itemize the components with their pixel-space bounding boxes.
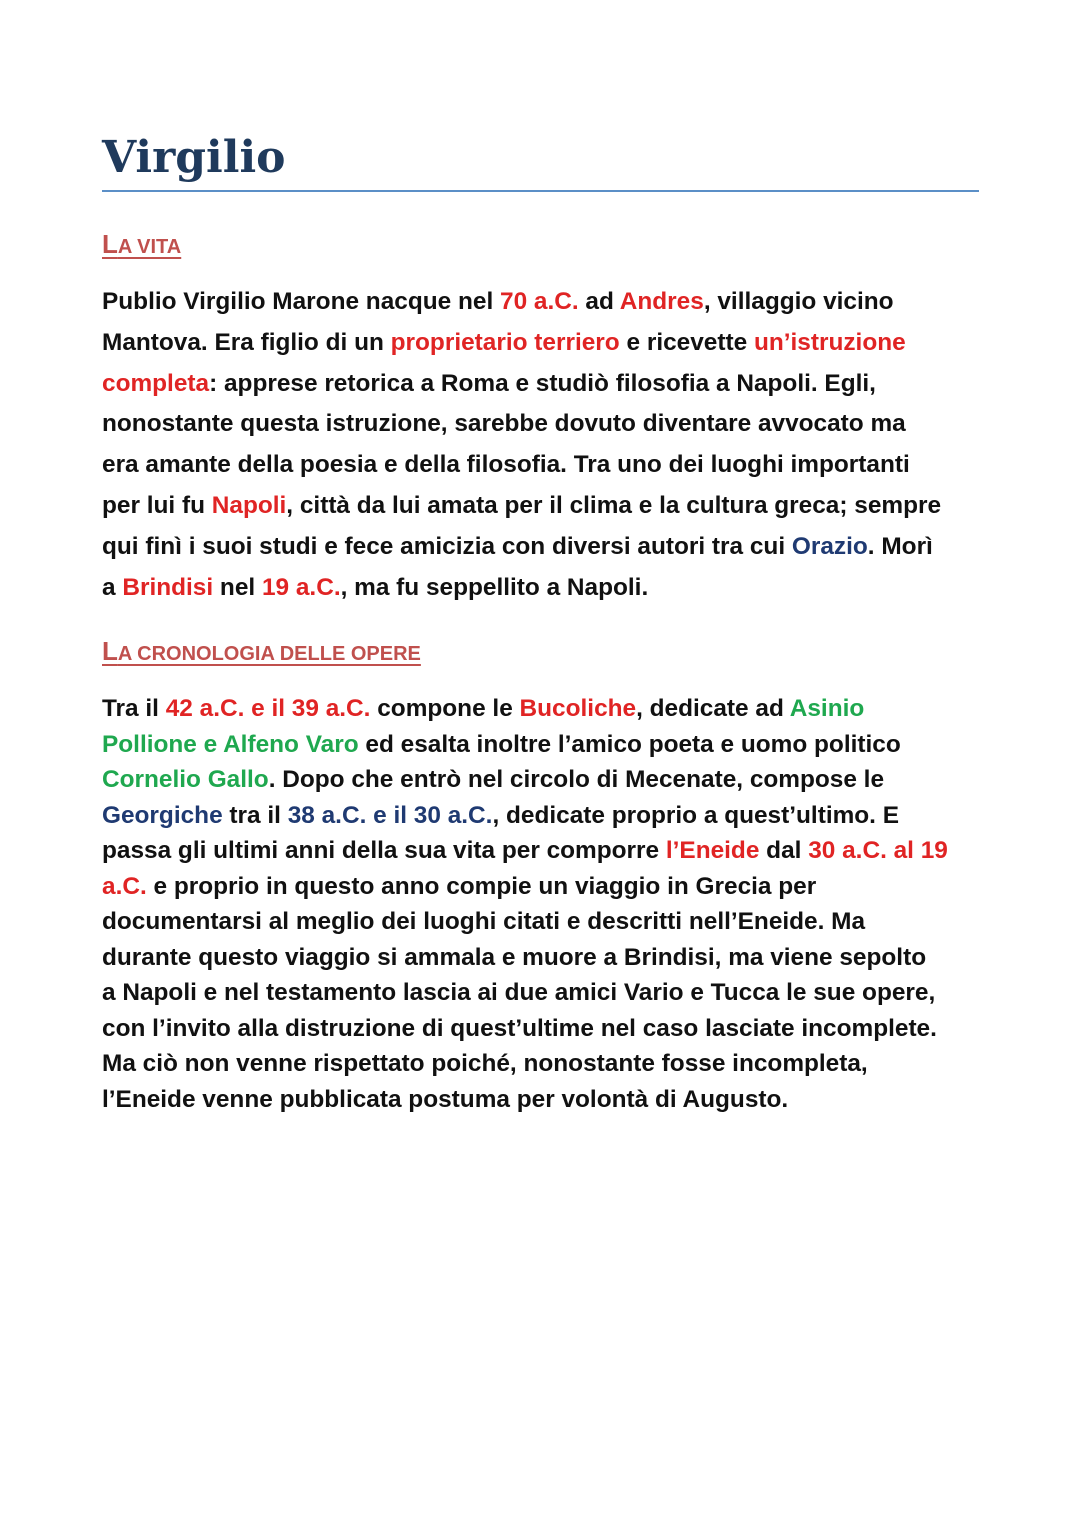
- text-run: qui finì i suoi studi e fece amicizia con diversi autori tra cui: [102, 532, 792, 560]
- text-run: , città da lui amata per il clima e la cultura greca; sempre: [286, 491, 942, 519]
- text-line: [102, 904, 1002, 940]
- text-line: [102, 1011, 1002, 1047]
- highlighted-term: 38 a.C. e il 30 a.C.: [287, 801, 493, 829]
- text-line: [102, 833, 1002, 869]
- highlighted-term: Andres: [619, 288, 704, 315]
- text-line: [102, 568, 1002, 609]
- text-run: Tra il: [102, 695, 166, 722]
- text-line: [102, 1046, 1002, 1082]
- text-run: durante questo viaggio si ammala e muore a Brindisi, ma viene sepolto: [102, 943, 927, 971]
- text-line: [102, 445, 1002, 486]
- text-run: Ma ciò non venne rispettato poiché, nonostante fosse incompleta,: [102, 1050, 868, 1077]
- text-run: ad: [578, 288, 620, 315]
- highlighted-term: 19 a.C.: [261, 573, 341, 601]
- text-run: l’Eneide venne pubblicata postuma per volontà di Augusto.: [102, 1085, 789, 1113]
- text-line: [102, 869, 1002, 905]
- highlighted-term: Orazio: [791, 532, 868, 560]
- text-run: . Morì: [867, 532, 933, 560]
- text-run: Publio Virgilio Marone nacque nel: [102, 288, 500, 315]
- text-line: [102, 798, 1002, 834]
- highlighted-term: Pollione e Alfeno Varo: [102, 730, 359, 758]
- highlighted-term: 42 a.C. e il 39 a.C.: [165, 695, 371, 722]
- text-run: , dedicate proprio a quest’ultimo. E: [492, 801, 900, 829]
- text-line: [102, 404, 1002, 445]
- highlighted-term: Georgiche: [102, 801, 223, 829]
- text-run: tra il: [222, 801, 288, 829]
- text-run: con l’invito alla distruzione di quest’ultime nel caso lasciate incomplete.: [102, 1014, 937, 1042]
- text-line: [102, 940, 1002, 976]
- text-line: [102, 727, 1002, 763]
- section-heading-la-vita: [102, 227, 181, 264]
- text-line: [102, 323, 1002, 364]
- text-run: passa gli ultimi anni della sua vita per comporre: [102, 837, 666, 864]
- highlighted-term: completa: [102, 369, 210, 397]
- highlighted-term: Bucoliche: [519, 695, 637, 722]
- text-line: [102, 762, 1002, 798]
- text-run: : apprese retorica a Roma e studiò filosofia a Napoli. Egli,: [209, 369, 876, 397]
- highlighted-term: l’Eneide: [665, 837, 760, 864]
- text-run: ed esalta inoltre l’amico poeta e uomo politico: [358, 730, 901, 758]
- text-run: , ma fu seppellito a Napoli.: [340, 573, 649, 601]
- highlighted-term: un’istruzione: [753, 328, 906, 356]
- highlighted-term: a.C.: [102, 872, 147, 900]
- text-run: e ricevette: [619, 328, 754, 356]
- text-line: [102, 691, 1002, 727]
- highlighted-term: Asinio: [789, 695, 865, 722]
- document-title: Virgilio: [102, 132, 286, 183]
- text-run: a Napoli e nel testamento lascia ai due amici Vario e Tucca le sue opere,: [102, 979, 936, 1006]
- text-line: [102, 364, 1002, 405]
- text-run: per lui fu: [102, 491, 212, 519]
- section-heading-cronologia-opere: [102, 634, 421, 671]
- text-run: nel: [213, 573, 262, 601]
- text-run: compone le: [370, 695, 520, 722]
- text-run: documentarsi al meglio dei luoghi citati e descritti nell’Eneide. Ma: [102, 908, 866, 935]
- heading-rest: A VITA: [117, 236, 182, 258]
- text-run: . Dopo che entrò nel circolo di Mecenate, compose le: [268, 766, 885, 793]
- text-line: [102, 527, 1002, 568]
- text-run: a: [102, 573, 123, 601]
- text-run: , dedicate ad: [636, 695, 790, 722]
- heading-rest: A CRONOLOGIA DELLE OPERE: [117, 643, 421, 665]
- text-run: e proprio in questo anno compie un viaggio in Grecia per: [146, 872, 817, 900]
- text-line: [102, 282, 1002, 323]
- highlighted-term: 30 a.C. al 19: [808, 837, 948, 864]
- highlighted-term: Brindisi: [122, 573, 214, 601]
- text-line: [102, 486, 1002, 527]
- text-line: [102, 975, 1002, 1011]
- text-run: nonostante questa istruzione, sarebbe dovuto diventare avvocato ma: [102, 410, 906, 438]
- highlighted-term: Cornelio Gallo: [102, 766, 269, 793]
- heading-initial: L: [102, 636, 118, 666]
- highlighted-term: proprietario terriero: [390, 328, 620, 356]
- highlighted-term: 70 a.C.: [500, 288, 579, 315]
- text-run: dal: [759, 837, 809, 864]
- text-run: , villaggio vicino: [703, 288, 894, 315]
- heading-initial: L: [102, 229, 118, 259]
- text-line: [102, 1082, 1002, 1118]
- paragraph-cronologia-opere: [102, 691, 1002, 1117]
- text-run: era amante della poesia e della filosofia. Tra uno dei luoghi importanti: [102, 451, 910, 479]
- text-run: Mantova. Era figlio di un: [102, 328, 391, 356]
- highlighted-term: Napoli: [211, 491, 287, 519]
- paragraph-la-vita: [102, 282, 1002, 608]
- title-underline-rule: [102, 190, 979, 192]
